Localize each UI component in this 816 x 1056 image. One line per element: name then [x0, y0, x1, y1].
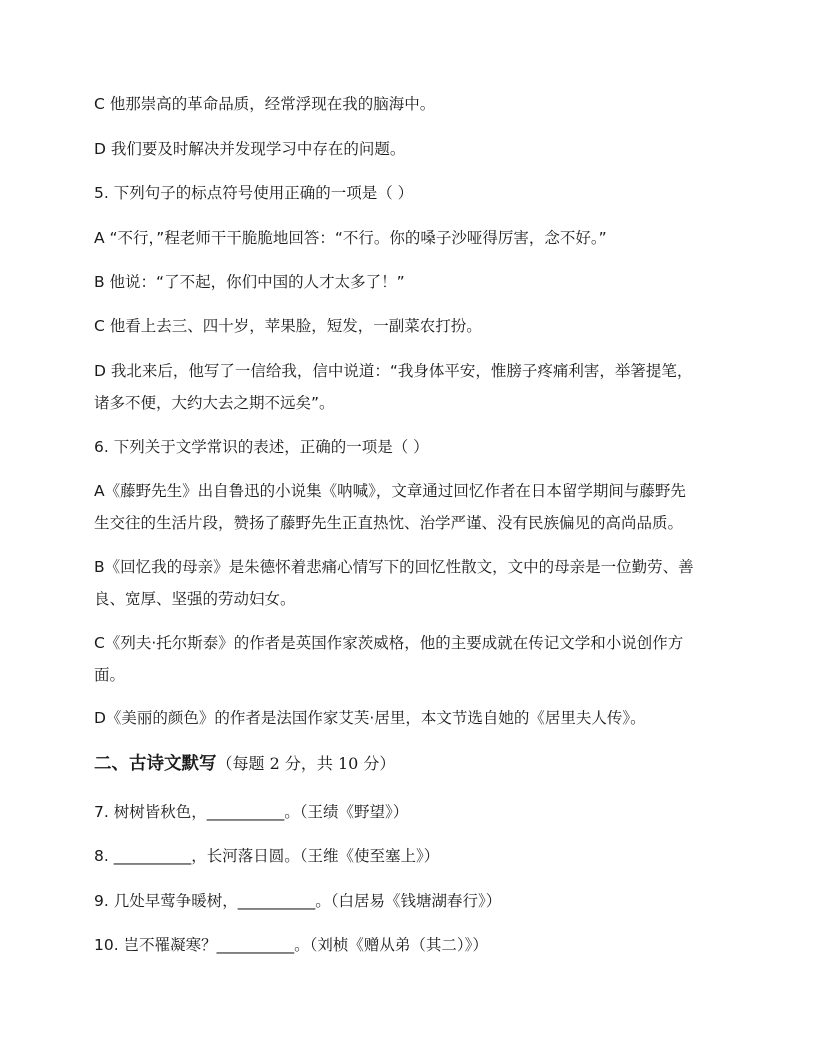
question-6-option-b-line2: 良、宽厚、坚强的劳动妇女。	[94, 590, 296, 608]
option-d-prev: D 我们要及时解决并发现学习中存在的问题。	[94, 140, 406, 158]
question-7: 7. 树树皆秋色，__________。（王绩《野望》）	[94, 803, 409, 821]
question-6-option-c-line1: C《列夫·托尔斯泰》的作者是英国作家茨威格，他的主要成就在传记文学和小说创作方	[94, 634, 684, 652]
question-5-option-d-line2: 诸多不便，大约大去之期不远矣”。	[94, 394, 335, 412]
question-6-option-d: D《美丽的颜色》的作者是法国作家艾芙·居里，本文节选自她的《居里夫人传》。	[94, 709, 646, 727]
question-5-option-d-line1: D 我北来后，他写了一信给我，信中说道：“我身体平安，惟膀子疼痛利害，举箸提笔，	[94, 362, 693, 380]
question-5-option-b: B 他说：“了不起，你们中国的人才太多了！”	[94, 273, 405, 291]
question-10: 10. 岂不罹凝寒？__________。（刘桢《赠从弟（其二）》）	[94, 936, 488, 954]
question-5-option-a: A “不行，”程老师干干脆脆地回答：“不行。你的嗓子沙哑得厉害，念不好。”	[94, 229, 607, 247]
section-2-heading	[94, 749, 395, 779]
question-6-stem: 6. 下列关于文学常识的表述，正确的一项是（ ）	[94, 438, 429, 456]
question-6-option-b-line1: B《回忆我的母亲》是朱德怀着悲痛心情写下的回忆性散文，文中的母亲是一位勤劳、善	[94, 558, 694, 576]
option-c-prev: C 他那崇高的革命品质，经常浮现在我的脑海中。	[94, 95, 436, 113]
question-6-option-c-line2: 面。	[94, 666, 126, 684]
section-2-score-note: （每题 2 分，共 10 分）	[216, 754, 396, 773]
question-9: 9. 几处早莺争暖树，__________。（白居易《钱塘湖春行》）	[94, 892, 502, 910]
question-8: 8. __________，长河落日圆。（王维《使至塞上》）	[94, 847, 440, 865]
question-6-option-a-line1: A《藤野先生》出自鲁迅的小说集《呐喊》，文章通过回忆作者在日本留学期间与藤野先	[94, 482, 686, 500]
question-6-option-a-line2: 生交往的生活片段，赞扬了藤野先生正直热忱、治学严谨、没有民族偏见的高尚品质。	[94, 514, 684, 532]
question-5-option-c: C 他看上去三、四十岁，苹果脸，短发，一副菜农打扮。	[94, 317, 482, 335]
section-2-title: 二、古诗文默写	[94, 754, 217, 774]
question-5-stem: 5. 下列句子的标点符号使用正确的一项是（ ）	[94, 184, 414, 202]
